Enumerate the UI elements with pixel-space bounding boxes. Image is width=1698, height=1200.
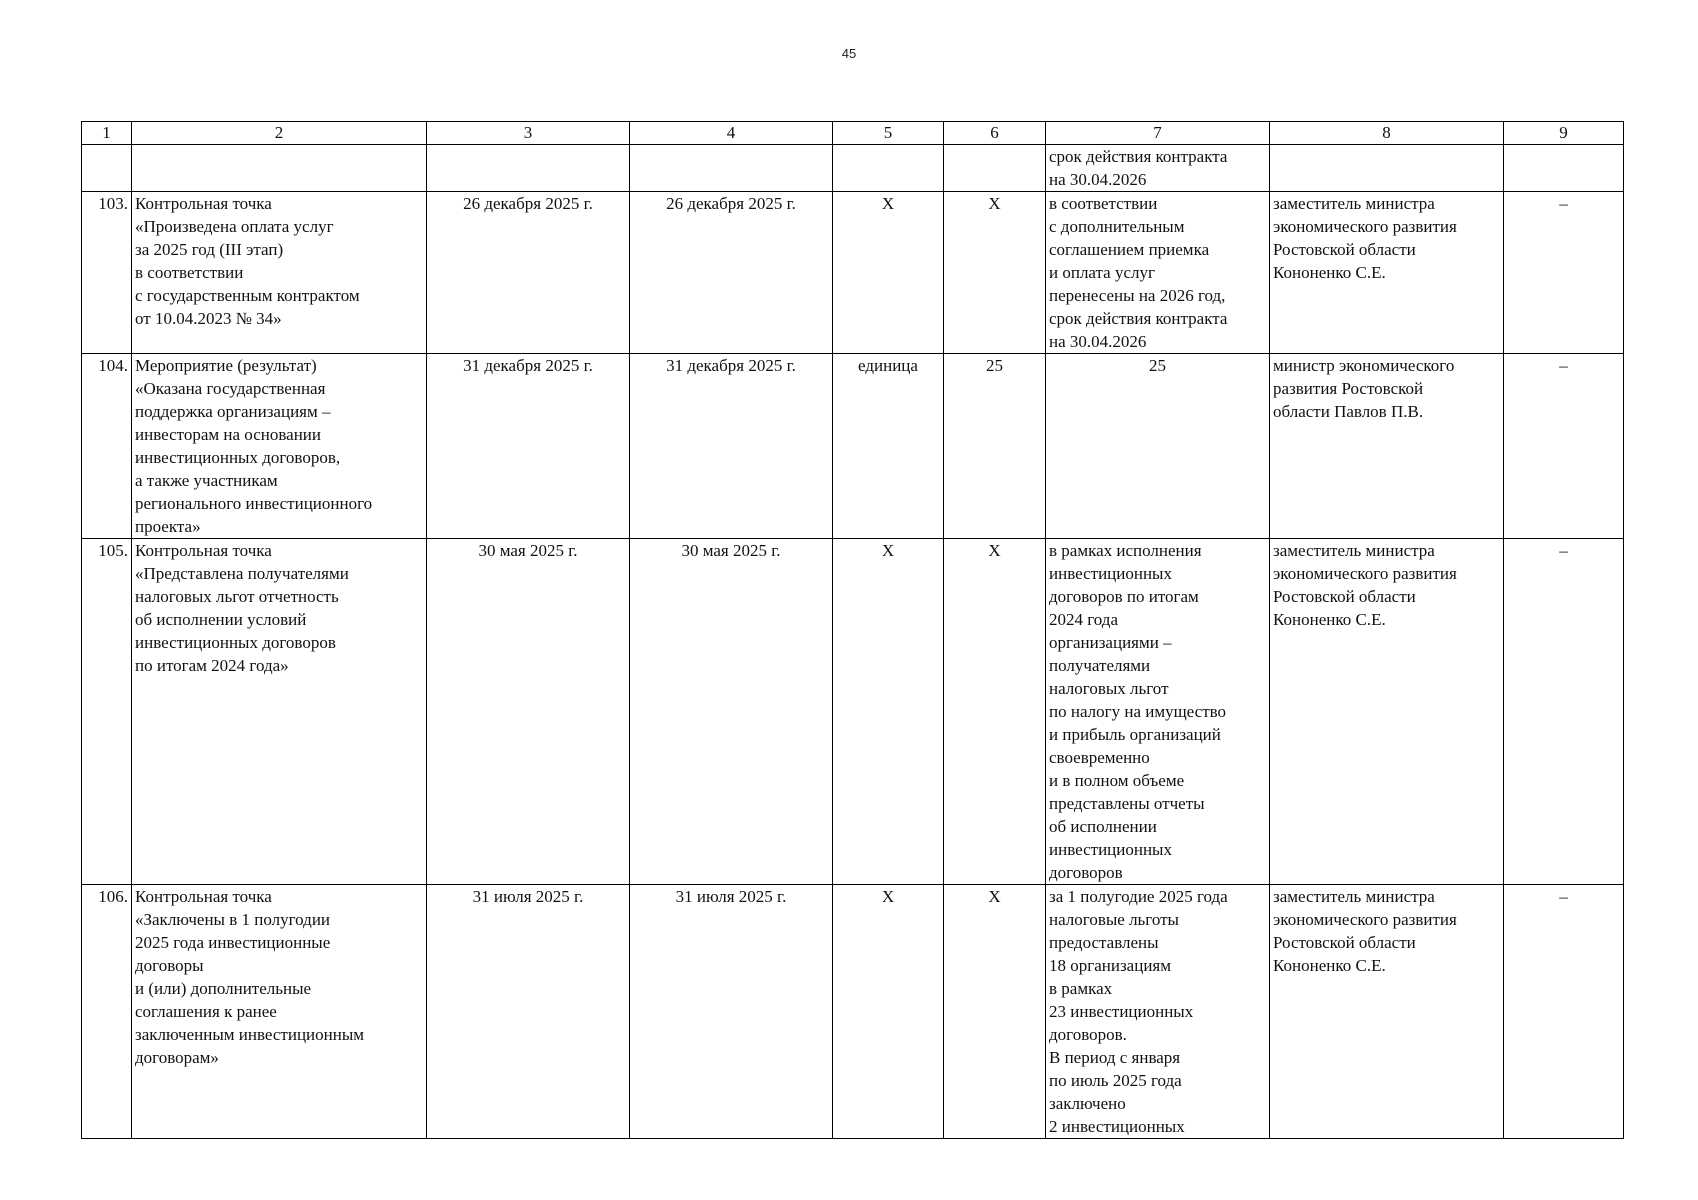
row-status: срок действия контракта на 30.04.2026 — [1046, 145, 1270, 192]
row-note — [1504, 145, 1624, 192]
column-header: 8 — [1270, 122, 1504, 145]
column-header: 2 — [132, 122, 427, 145]
column-header: 1 — [82, 122, 132, 145]
row-note: – — [1504, 192, 1624, 354]
column-header: 3 — [427, 122, 630, 145]
row-date-plan — [427, 145, 630, 192]
row-unit: единица — [833, 354, 944, 539]
row-unit: Х — [833, 192, 944, 354]
row-date-plan: 31 июля 2025 г. — [427, 885, 630, 1139]
row-note: – — [1504, 539, 1624, 885]
row-number — [82, 145, 132, 192]
row-responsible: заместитель министра экономического развития Ростовской области Кононенко С.Е. — [1270, 885, 1504, 1139]
row-value: Х — [944, 885, 1046, 1139]
table-row — [82, 354, 1624, 539]
column-header: 5 — [833, 122, 944, 145]
row-number: 106. — [82, 885, 132, 1139]
row-name: Контрольная точка «Заключены в 1 полугодии 2025 года инвестиционные договоры и (или) дополнительные соглашения к ранее заключенным инвестиционным договорам» — [132, 885, 427, 1139]
row-unit: Х — [833, 885, 944, 1139]
column-header: 7 — [1046, 122, 1270, 145]
row-unit — [833, 145, 944, 192]
column-header: 9 — [1504, 122, 1624, 145]
row-name: Мероприятие (результат) «Оказана государственная поддержка организациям – инвесторам на основании инвестиционных договоров, а также участникам регионального инвестиционного проекта» — [132, 354, 427, 539]
table-row-continuation — [82, 145, 1624, 192]
row-number: 104. — [82, 354, 132, 539]
row-responsible — [1270, 145, 1504, 192]
row-name: Контрольная точка «Представлена получателями налоговых льгот отчетность об исполнении условий инвестиционных договоров по итогам 2024 года» — [132, 539, 427, 885]
row-status: в соответствии с дополнительным соглашением приемка и оплата услуг перенесены на 2026 год, срок действия контракта на 30.04.2026 — [1046, 192, 1270, 354]
row-name — [132, 145, 427, 192]
row-responsible: заместитель министра экономического развития Ростовской области Кононенко С.Е. — [1270, 192, 1504, 354]
row-date-fact: 26 декабря 2025 г. — [630, 192, 833, 354]
row-value: 25 — [944, 354, 1046, 539]
row-name: Контрольная точка «Произведена оплата услуг за 2025 год (III этап) в соответствии с государственным контрактом от 10.04.2023 № 34» — [132, 192, 427, 354]
row-note: – — [1504, 354, 1624, 539]
row-value — [944, 145, 1046, 192]
row-value: Х — [944, 192, 1046, 354]
row-responsible: министр экономического развития Ростовской области Павлов П.В. — [1270, 354, 1504, 539]
report-table — [81, 121, 1624, 1139]
row-date-fact: 30 мая 2025 г. — [630, 539, 833, 885]
row-number: 105. — [82, 539, 132, 885]
row-date-plan: 31 декабря 2025 г. — [427, 354, 630, 539]
row-note: – — [1504, 885, 1624, 1139]
row-unit: Х — [833, 539, 944, 885]
row-date-fact — [630, 145, 833, 192]
row-responsible: заместитель министра экономического развития Ростовской области Кононенко С.Е. — [1270, 539, 1504, 885]
row-status: в рамках исполнения инвестиционных договоров по итогам 2024 года организациями – получателями налоговых льгот по налогу на имущество и прибыль организаций своевременно и в полном объеме представлены отчеты об исполнении инвестиционных договоров — [1046, 539, 1270, 885]
column-number-row — [82, 122, 1624, 145]
column-header: 4 — [630, 122, 833, 145]
row-status: 25 — [1046, 354, 1270, 539]
page-number: 45 — [841, 46, 857, 61]
table-row — [82, 192, 1624, 354]
row-date-plan: 26 декабря 2025 г. — [427, 192, 630, 354]
row-value: Х — [944, 539, 1046, 885]
table-row — [82, 885, 1624, 1139]
row-number: 103. — [82, 192, 132, 354]
row-date-fact: 31 июля 2025 г. — [630, 885, 833, 1139]
table-row — [82, 539, 1624, 885]
row-date-plan: 30 мая 2025 г. — [427, 539, 630, 885]
row-status: за 1 полугодие 2025 года налоговые льготы предоставлены 18 организациям в рамках 23 инвестиционных договоров. В период с января по июль 2025 года заключено 2 инвестиционных — [1046, 885, 1270, 1139]
row-date-fact: 31 декабря 2025 г. — [630, 354, 833, 539]
column-header: 6 — [944, 122, 1046, 145]
